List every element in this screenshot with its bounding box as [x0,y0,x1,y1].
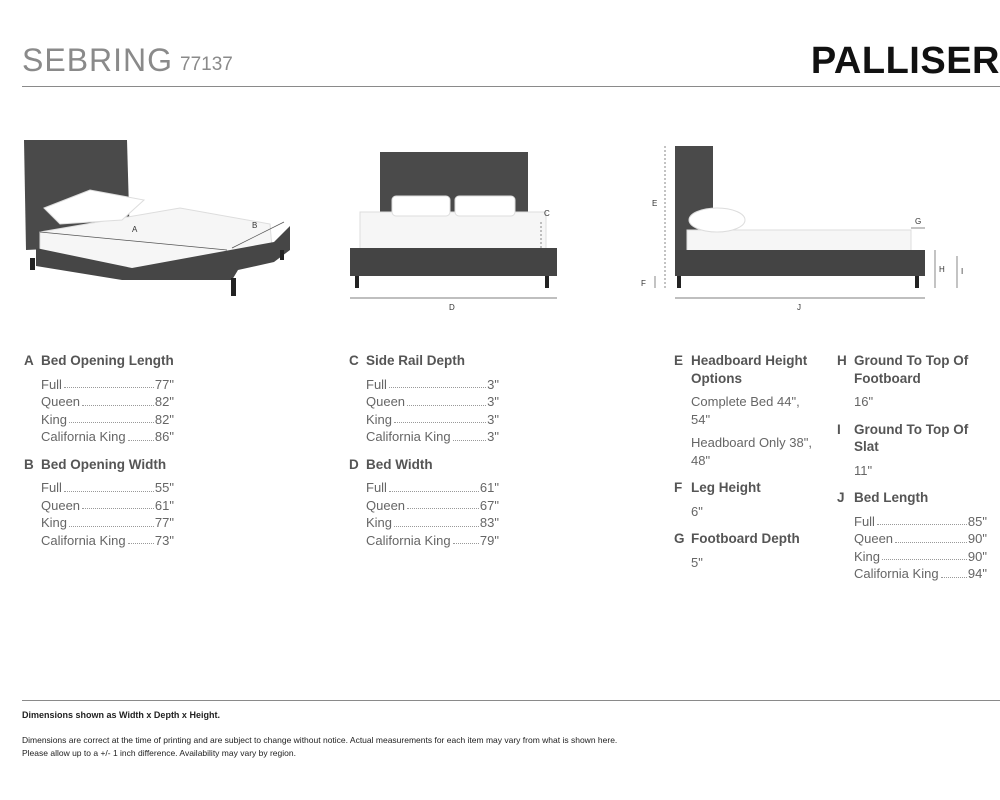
figure-label-b: B [252,221,258,230]
page-header [22,40,1000,87]
spec-row [41,497,174,515]
spec-row [41,479,174,497]
product-sku: 77137 [180,54,233,75]
size-label: King [366,515,393,530]
spec-row [854,548,987,566]
size-value: 3" [487,429,499,444]
spec-letter: H [837,353,847,368]
size-label: Full [854,513,875,529]
bed-front-illustration [345,120,565,320]
mattress [687,230,911,252]
spec-column [837,352,987,593]
size-label: Queen [366,497,406,513]
size-label: King [366,411,393,427]
spec-value: 6" [691,503,703,519]
bed-perspective-illustration [22,120,312,310]
spec-row [854,530,987,548]
spec-column [349,352,499,559]
spec-row [366,532,499,550]
size-value: 90" [967,531,987,546]
spec-ground-to-footboard [837,352,987,411]
spec-letter: C [349,353,359,368]
size-value: 3" [487,411,499,427]
figure-label-a: A [132,225,138,234]
spec-title: Footboard Depth [691,531,800,546]
size-value: 77" [154,515,174,530]
dimensions-note: Dimensions shown as Width x Depth x Height. [22,710,220,720]
spec-row [366,428,499,446]
spec-title: Leg Height [691,480,761,495]
figure-label-f: F [641,279,646,288]
spec-value: 5" [691,554,703,570]
size-value: 61" [479,480,499,495]
disclaimer-line: Dimensions are correct at the time of printing and are subject to change without notice. Actual measurements for each item may vary from what is shown here. [22,735,618,745]
spec-letter: E [674,353,684,368]
spec-row [854,565,987,583]
bed-side-illustration [635,120,975,320]
pillow [455,196,515,216]
spec-bed-width [349,456,499,550]
size-value: 3" [487,376,499,392]
pillow [689,208,745,232]
bed-leg [545,276,549,288]
size-label: California King [366,532,451,548]
size-value: 79" [479,532,499,548]
size-value: 73" [154,532,174,548]
spec-row [366,514,499,532]
spec-bed-opening-length [24,352,174,446]
spec-bed-length [837,489,987,583]
size-value: 3" [487,394,499,409]
spec-title: Ground To Top Of Footboard [854,353,969,386]
spec-letter: B [24,456,34,472]
spec-leg-height [674,479,814,520]
size-label: Full [41,376,62,392]
size-label: Full [41,480,62,495]
size-value: 67" [479,497,499,513]
spec-value: Complete Bed 44", 54" [691,394,800,427]
spec-row [854,513,987,531]
size-value: 85" [967,513,987,529]
spec-row [41,376,174,394]
spec-value: 11" [854,462,873,478]
size-value: 77" [154,376,174,392]
spec-value: Headboard Only 38", 48" [691,435,812,468]
spec-row [41,393,174,411]
spec-title: Headboard Height Options [691,353,808,386]
size-label: California King [366,429,451,444]
size-value: 94" [967,566,987,581]
spec-row [41,428,174,446]
size-label: Queen [366,394,406,409]
figure-label-d: D [449,303,455,312]
size-value: 82" [154,394,174,409]
bed-leg [355,276,359,288]
bed-leg [915,276,919,288]
size-label: Queen [41,497,81,513]
spec-letter: J [837,490,845,505]
disclaimer-line: Please allow up to a +/- 1 inch difference. Availability may vary by region. [22,748,296,758]
mattress [360,212,546,250]
spec-title: Bed Length [854,490,929,505]
spec-letter: G [674,531,685,546]
spec-title: Bed Opening Width [41,456,167,472]
bed-leg [231,278,236,296]
brand-logo: PALLISER [810,40,1000,82]
spec-title: Bed Width [366,456,433,472]
size-label: California King [41,429,126,444]
size-label: Full [366,376,387,392]
bed-leg [280,250,284,260]
spec-ground-to-slat [837,421,987,480]
pillow [392,196,450,216]
spec-side-rail-depth [349,352,499,446]
spec-row [366,393,499,411]
size-label: Queen [854,531,894,546]
spec-row [366,376,499,394]
spec-row [41,532,174,550]
spec-row [366,497,499,515]
spec-column [674,352,814,581]
size-label: Queen [41,394,81,409]
spec-title: Ground To Top Of Slat [854,421,969,454]
spec-value: 16" [854,394,874,409]
product-title: SEBRING [22,42,174,78]
size-value: 82" [154,411,174,427]
bed-leg [30,258,35,270]
size-value: 83" [479,515,499,530]
figure-label-h: H [939,265,945,274]
figure-label-g: G [915,217,922,226]
size-value: 86" [154,429,174,444]
bed-frame [675,250,925,276]
spec-footboard-depth [674,530,814,571]
spec-headboard-height [674,352,814,469]
bed-frame [350,248,557,276]
spec-letter: A [24,353,34,368]
size-value: 55" [154,480,174,495]
size-value: 90" [967,548,987,564]
size-label: King [854,548,881,564]
spec-column [24,352,174,559]
size-label: California King [854,566,939,581]
spec-row [41,411,174,429]
spec-bed-opening-width [24,456,174,550]
size-label: Full [366,480,387,495]
bed-leg [677,276,681,288]
size-label: King [41,411,68,427]
figure-label-e: E [652,199,658,208]
spec-letter: D [349,456,359,472]
size-value: 61" [154,497,174,513]
figure-label-i: I [961,267,964,276]
spec-title: Side Rail Depth [366,353,466,368]
size-label: King [41,515,68,530]
spec-letter: F [674,480,683,495]
spec-row [366,479,499,497]
spec-row [41,514,174,532]
spec-row [366,411,499,429]
figure-label-j: J [797,303,801,312]
figure-label-c: C [544,209,550,218]
spec-letter: I [837,421,841,437]
size-label: California King [41,532,126,548]
page-footer [22,700,1000,760]
spec-title: Bed Opening Length [41,353,174,368]
